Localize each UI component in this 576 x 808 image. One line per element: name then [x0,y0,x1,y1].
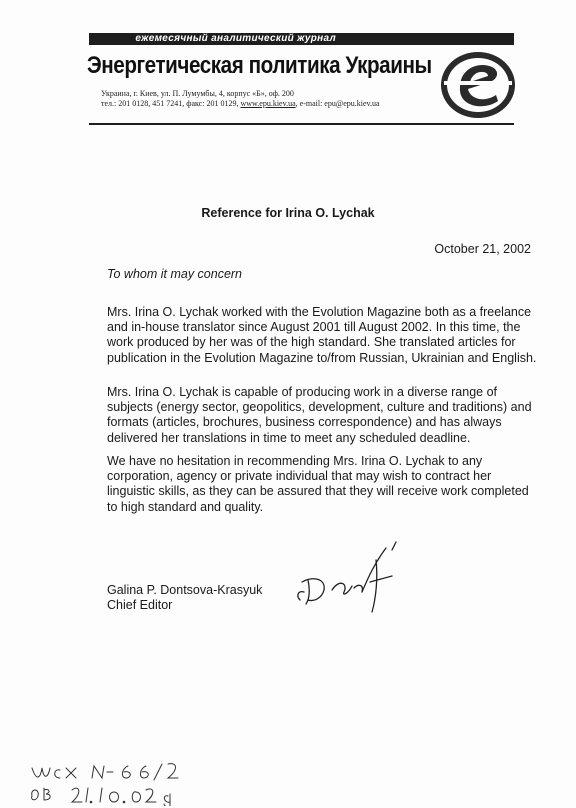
signer-title: Chief Editor [107,598,173,612]
paragraph: Mrs. Irina O. Lychak is capable of producing work in a diverse range of subjects (energy sector, geopolitics, development, culture and traditions) and formats (articles, brochures, business correspondence) and has always delivered her translations in time to meet any scheduled deadline. [107,385,532,445]
letterhead-rule [89,123,514,125]
paragraph: We have no hesitation in recommending Mrs. Irina O. Lychak to any corporation, agency or private individual that may wish to contract her linguistic skills, as they can be assured that they will receive work completed to high standard and quality. [107,454,529,514]
handwritten-signature [288,538,418,618]
stylized-e-logo-icon [438,49,518,121]
contact-line [101,99,380,109]
address-line: Украина, г. Киев, ул. П. Лумумбы, 4, корпус «Б», оф. 200 [101,89,294,98]
website-link[interactable]: www.epu.kiev.ua [240,99,296,108]
letter-title: Reference for Irina O. Lychak [201,206,375,220]
letterhead-tagline-bar [89,33,514,45]
salutation: To whom it may concern [107,267,243,281]
email: , e-mail: epu@epu.kiev.ua [295,99,380,108]
letterhead-tagline: ежемесячный аналитический журнал [135,33,336,44]
phone-fax: тел.: 201 0128, 451 7241, факс: 201 0129, [101,99,239,108]
magazine-title: Энергетическая политика Украины [87,52,432,79]
signer-name: Galina P. Dontsova-Krasyuk [107,583,263,597]
paragraph: Mrs. Irina O. Lychak worked with the Evolution Magazine both as a freelance and in-house translator since August 2001 till August 2002. In this time, the work produced by her was of the high standard. She translated articles for publication in the Evolution Magazine to/from Russian, Ukrainian and English. [107,305,537,365]
letter-date: October 21, 2002 [434,242,531,256]
handwritten-reference-note [28,760,218,806]
